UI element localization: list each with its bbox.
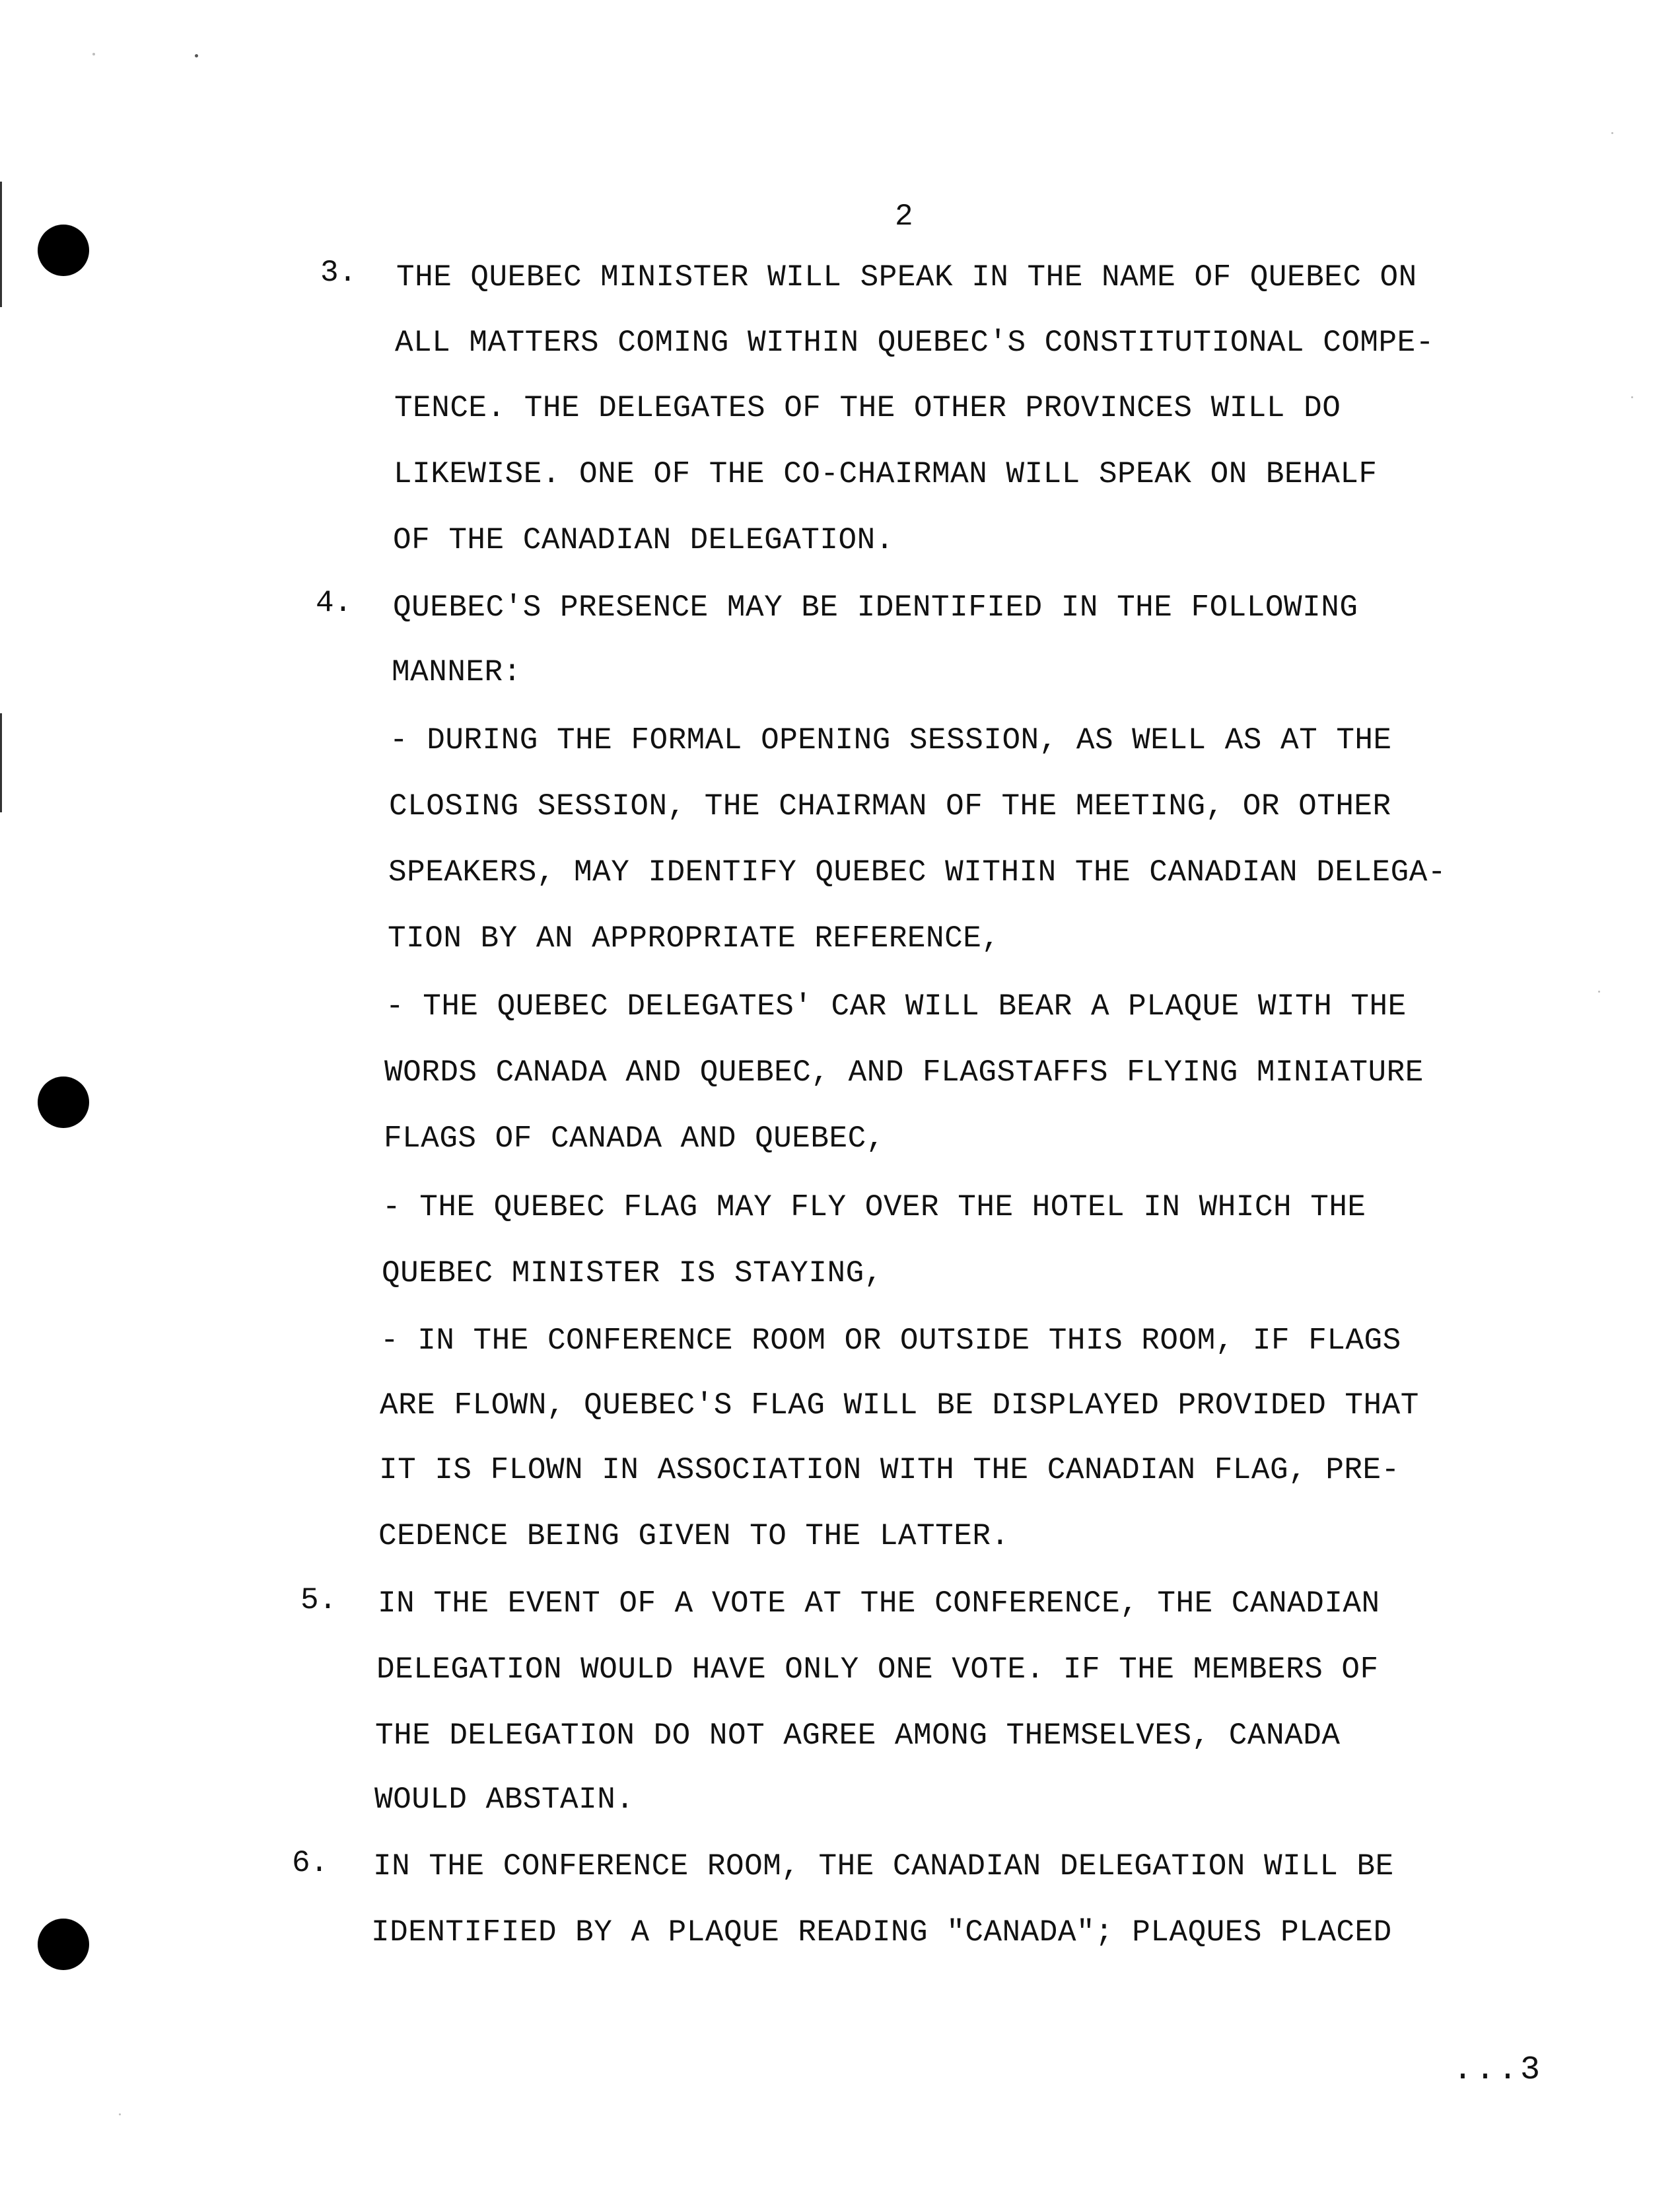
text-line: CLOSING SESSION, THE CHAIRMAN OF THE MEETING, OR OTHER (389, 789, 1391, 824)
punch-hole (38, 1077, 89, 1128)
scan-speck (1611, 132, 1613, 134)
scan-speck (1631, 396, 1633, 398)
text-line: QUEBEC'S PRESENCE MAY BE IDENTIFIED IN THE FOLLOWING (393, 590, 1358, 625)
text-line: FLAGS OF CANADA AND QUEBEC, (384, 1121, 885, 1156)
binding-edge-mark (0, 713, 2, 812)
text-line: SPEAKERS, MAY IDENTIFY QUEBEC WITHIN THE CANADIAN DELEGA- (388, 855, 1446, 890)
item-number: 6. (292, 1846, 329, 1880)
scan-speck (92, 53, 95, 55)
text-line: ARE FLOWN, QUEBEC'S FLAG WILL BE DISPLAYED PROVIDED THAT (380, 1388, 1419, 1423)
text-line: OF THE CANADIAN DELEGATION. (393, 523, 894, 557)
text-line: DELEGATION WOULD HAVE ONLY ONE VOTE. IF THE MEMBERS OF (376, 1652, 1379, 1687)
page-number: 2 (895, 199, 913, 234)
text-line: WORDS CANADA AND QUEBEC, AND FLAGSTAFFS FLYING MINIATURE (384, 1055, 1424, 1090)
continuation-marker: ...3 (1453, 2051, 1543, 2089)
punch-hole (38, 225, 89, 276)
text-line: TION BY AN APPROPRIATE REFERENCE, (388, 921, 1000, 956)
text-line: IN THE CONFERENCE ROOM, THE CANADIAN DELEGATION WILL BE (373, 1849, 1394, 1884)
text-line: LIKEWISE. ONE OF THE CO-CHAIRMAN WILL SPEAK ON BEHALF (394, 457, 1378, 491)
text-line: IDENTIFIED BY A PLAQUE READING "CANADA"; PLAQUES PLACED (371, 1915, 1392, 1950)
text-line: TENCE. THE DELEGATES OF THE OTHER PROVINCES WILL DO (394, 391, 1341, 425)
text-line: IT IS FLOWN IN ASSOCIATION WITH THE CANADIAN FLAG, PRE- (379, 1453, 1400, 1487)
text-line: - DURING THE FORMAL OPENING SESSION, AS WELL AS AT THE (390, 723, 1392, 758)
item-number: 3. (320, 256, 357, 290)
punch-hole (38, 1919, 89, 1970)
binding-edge-mark (0, 182, 2, 307)
text-line: QUEBEC MINISTER IS STAYING, (382, 1256, 883, 1290)
scan-speck (119, 2113, 121, 2115)
text-line: WOULD ABSTAIN. (374, 1783, 635, 1817)
text-line: THE DELEGATION DO NOT AGREE AMONG THEMSELVES, CANADA (375, 1718, 1341, 1753)
text-line: IN THE EVENT OF A VOTE AT THE CONFERENCE, THE CANADIAN (378, 1586, 1380, 1621)
text-line: MANNER: (392, 655, 522, 689)
item-number: 4. (316, 586, 353, 620)
text-line: ALL MATTERS COMING WITHIN QUEBEC'S CONSTITUTIONAL COMPE- (395, 326, 1434, 360)
text-line: CEDENCE BEING GIVEN TO THE LATTER. (378, 1519, 1010, 1553)
scan-speck (195, 54, 198, 57)
item-number: 5. (300, 1583, 337, 1617)
scan-speck (1598, 991, 1600, 993)
text-line: - IN THE CONFERENCE ROOM OR OUTSIDE THIS ROOM, IF FLAGS (380, 1324, 1401, 1358)
text-line: THE QUEBEC MINISTER WILL SPEAK IN THE NAME OF QUEBEC ON (396, 260, 1417, 295)
text-line: - THE QUEBEC DELEGATES' CAR WILL BEAR A PLAQUE WITH THE (386, 989, 1407, 1024)
text-line: - THE QUEBEC FLAG MAY FLY OVER THE HOTEL IN WHICH THE (382, 1190, 1366, 1224)
